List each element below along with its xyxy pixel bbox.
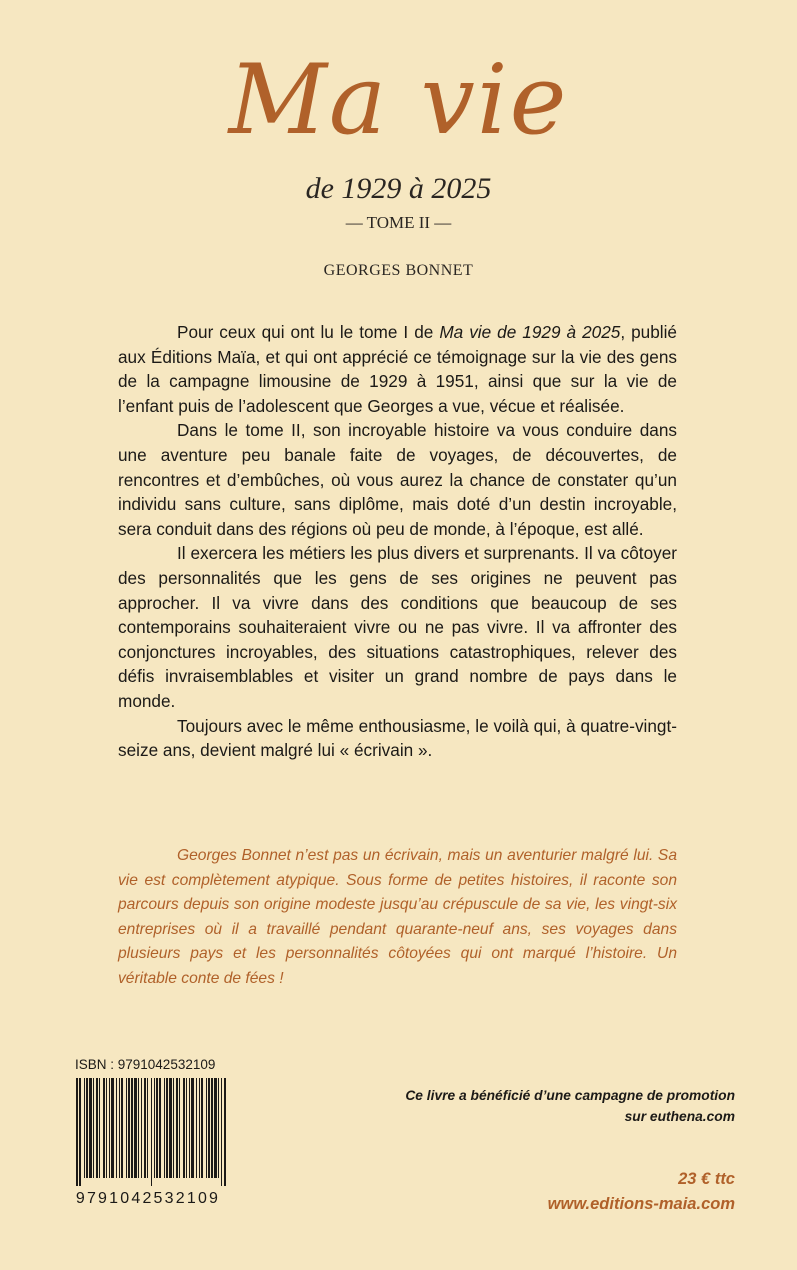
barcode-bar <box>214 1078 217 1178</box>
barcode-bar <box>144 1078 146 1178</box>
barcode-bar <box>189 1078 190 1178</box>
barcode-bar <box>221 1078 222 1186</box>
summary-paragraph: Georges Bonnet n’est pas un écrivain, mais un aventurier malgré lui. Sa vie est complètement atypique. Sous forme de petites histoires, il raconte son parcours depuis son origine modeste jusqu’au crépuscule de sa vie, les vingt-six entreprises où il a travaillé pendant quarante-neuf ans, ses voyages dans plusieurs pays et les personnalités côtoyées qui ont marqué l’histoire. Un véritable conte de fées ! <box>118 847 677 987</box>
barcode-bar <box>154 1078 155 1178</box>
book-title: Ma vie <box>228 44 569 156</box>
barcode-bar <box>199 1078 200 1178</box>
barcode-bar <box>76 1078 78 1186</box>
barcode-bar <box>131 1078 133 1178</box>
barcode-bar <box>141 1078 142 1178</box>
price: 23 € ttc <box>678 1170 735 1188</box>
paragraph-3: Il exercera les métiers les plus divers et surprenants. Il va côtoyer des personnalités que les gens de ses origines ne peuvent pas approcher. Il va vivre dans des conditions que beaucoup de ses contemporains souhaiteraient vivre ou ne pas vivre. Il va affronter des conjonctures incroyables, des situations catastrophiques, relever des défis invraisemblables et visiter un grand nombre de pays dans le monde. <box>118 543 677 711</box>
barcode-bar <box>134 1078 137 1178</box>
back-cover-text <box>118 320 677 763</box>
barcode-bar <box>121 1078 123 1178</box>
promotion-note <box>315 1085 735 1127</box>
barcode-bar <box>111 1078 114 1178</box>
barcode-bar <box>151 1078 152 1186</box>
barcode-bar <box>106 1078 107 1178</box>
tome-label: — TOME II — <box>345 213 452 232</box>
barcode-bar <box>159 1078 161 1178</box>
barcode-bar <box>119 1078 120 1178</box>
publisher-website: www.editions-maia.com <box>547 1195 735 1213</box>
barcode-bar <box>126 1078 127 1178</box>
paragraph-1-rest: , publié aux Éditions Maïa, et qui ont apprécié ce témoignage sur la vie des gens de la campagne limousine de 1929 à 1951, ainsi que sur la vie de l’enfant puis de l’adolescent que Georges a vue, vécue et réalisée. <box>118 322 677 416</box>
barcode-bar <box>99 1078 100 1178</box>
barcode-bars <box>76 1078 226 1186</box>
isbn-label: ISBN : 9791042532109 <box>75 1057 216 1072</box>
barcode-bar <box>89 1078 92 1178</box>
barcode-bar <box>147 1078 148 1178</box>
barcode-bar <box>84 1078 85 1178</box>
barcode-bar <box>116 1078 117 1178</box>
barcode-bar <box>169 1078 172 1178</box>
barcode-bar <box>191 1078 194 1178</box>
barcode-bar <box>211 1078 213 1178</box>
promotion-line-2: sur euthena.com <box>624 1109 735 1124</box>
barcode-bar <box>186 1078 187 1178</box>
promotion-line-1: Ce livre a bénéficié d’une campagne de promotion <box>405 1088 735 1103</box>
barcode-bar <box>166 1078 168 1178</box>
barcode-bar <box>164 1078 165 1178</box>
barcode-bar <box>93 1078 94 1178</box>
paragraph-1-lead: Pour ceux qui ont lu le tome I de <box>177 322 440 342</box>
barcode-bar <box>138 1078 139 1178</box>
barcode-bar <box>179 1078 180 1178</box>
barcode-bar <box>183 1078 185 1178</box>
barcode-bar <box>206 1078 207 1178</box>
isbn-barcode <box>62 1076 234 1206</box>
barcode-bar <box>201 1078 203 1178</box>
paragraph-1 <box>118 320 677 418</box>
barcode-bar <box>128 1078 130 1178</box>
barcode-bar <box>176 1078 178 1178</box>
barcode-bar <box>173 1078 174 1178</box>
barcode-bar <box>208 1078 210 1178</box>
book-reference: Ma vie de 1929 à 2025 <box>439 322 621 342</box>
barcode-bar <box>224 1078 226 1186</box>
barcode-bar <box>79 1078 81 1186</box>
paragraph-4: Toujours avec le même enthousiasme, le voilà qui, à quatre-vingt-seize ans, devient malgré lui « écrivain ». <box>118 715 677 761</box>
barcode-bar <box>96 1078 98 1178</box>
book-subtitle: de 1929 à 2025 <box>305 172 492 205</box>
barcode-bar <box>86 1078 88 1178</box>
paragraph-2: Dans le tome II, son incroyable histoire va vous conduire dans une aventure peu banale faite de voyages, de découvertes, de rencontres et d’embûches, où vous aurez la chance de constater qu’un individu sans culture, sans diplôme, mais doté d’un destin incroyable, sera conduit dans des régions où peu de monde, à l’époque, est allé. <box>118 420 677 539</box>
barcode-bar <box>218 1078 219 1178</box>
barcode-digits: 9791042532109 <box>75 1190 221 1206</box>
barcode-bar <box>109 1078 110 1178</box>
barcode-bar <box>156 1078 158 1178</box>
barcode-bar <box>196 1078 197 1178</box>
author-name: GEORGES BONNET <box>323 262 474 279</box>
author-summary <box>118 844 677 991</box>
barcode-bar <box>103 1078 105 1178</box>
